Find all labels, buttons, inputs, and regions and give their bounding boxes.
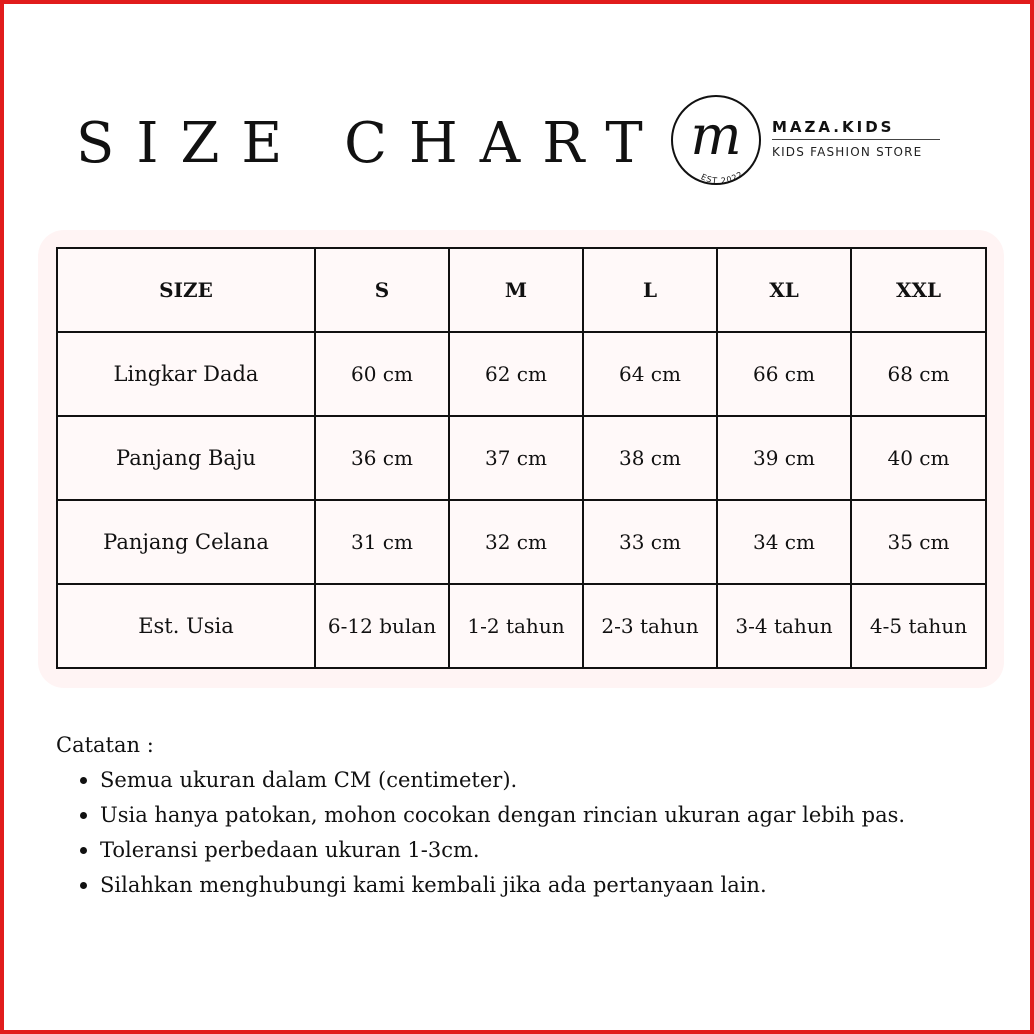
header-size-s: S <box>315 248 449 332</box>
table-row <box>57 332 986 416</box>
table-row <box>57 584 986 668</box>
table-cell: 4-5 tahun <box>851 584 986 668</box>
table-cell: 40 cm <box>851 416 986 500</box>
table-cell: 31 cm <box>315 500 449 584</box>
table-cell: 32 cm <box>449 500 583 584</box>
brand-logo <box>666 90 966 200</box>
brand-tagline: KIDS FASHION STORE <box>772 145 923 159</box>
row-label: Est. Usia <box>57 584 315 668</box>
brand-monogram: m <box>690 104 742 167</box>
header-size-m: M <box>449 248 583 332</box>
brand-divider <box>772 139 940 140</box>
notes-heading: Catatan : <box>56 733 154 757</box>
list-item: Semua ukuran dalam CM (centimeter). <box>84 763 996 798</box>
table-cell: 38 cm <box>583 416 717 500</box>
table-cell: 33 cm <box>583 500 717 584</box>
header-size-label: SIZE <box>57 248 315 332</box>
header-size-xxl: XXL <box>851 248 986 332</box>
page-title: SIZE CHART <box>76 111 665 176</box>
header-size-xl: XL <box>717 248 851 332</box>
table-cell: 2-3 tahun <box>583 584 717 668</box>
table-cell: 39 cm <box>717 416 851 500</box>
list-item: Usia hanya patokan, mohon cocokan dengan rincian ukuran agar lebih pas. <box>84 798 996 833</box>
table-cell: 68 cm <box>851 332 986 416</box>
svg-text:EST 2022 <box>700 169 746 185</box>
table-cell: 34 cm <box>717 500 851 584</box>
brand-logo-icon <box>666 90 766 190</box>
list-item: Silahkan menghubungi kami kembali jika ada pertanyaan lain. <box>84 868 996 903</box>
table-cell: 66 cm <box>717 332 851 416</box>
row-label: Panjang Celana <box>57 500 315 584</box>
notes-list <box>56 763 996 903</box>
table-cell: 62 cm <box>449 332 583 416</box>
table-cell: 6-12 bulan <box>315 584 449 668</box>
list-item: Toleransi perbedaan ukuran 1-3cm. <box>84 833 996 868</box>
table-cell: 3-4 tahun <box>717 584 851 668</box>
row-label: Panjang Baju <box>57 416 315 500</box>
table-cell: 60 cm <box>315 332 449 416</box>
table-cell: 35 cm <box>851 500 986 584</box>
table-cell: 1-2 tahun <box>449 584 583 668</box>
table-cell: 37 cm <box>449 416 583 500</box>
table-row <box>57 500 986 584</box>
table-cell: 36 cm <box>315 416 449 500</box>
size-table <box>56 247 987 669</box>
row-label: Lingkar Dada <box>57 332 315 416</box>
header-size-l: L <box>583 248 717 332</box>
brand-name: MAZA.KIDS <box>772 118 895 136</box>
table-row <box>57 416 986 500</box>
table-cell: 64 cm <box>583 332 717 416</box>
notes-section <box>56 728 996 903</box>
brand-est: EST 2022 <box>699 169 746 186</box>
table-header-row <box>57 248 986 332</box>
